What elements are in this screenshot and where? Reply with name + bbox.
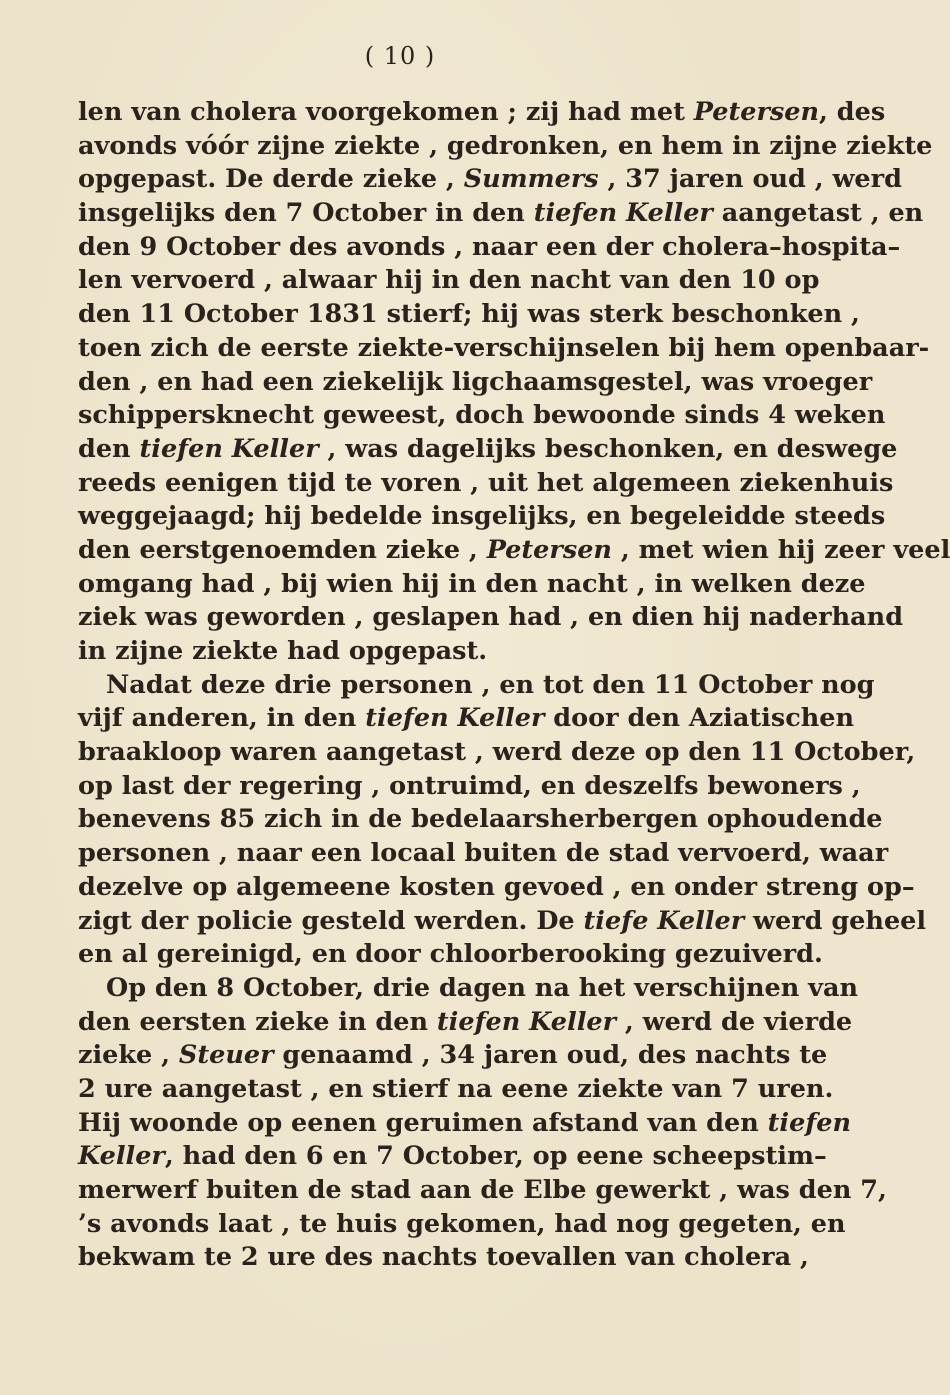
text-line: den , en had een ziekelijk ligchaamsgestel, was vroeger (78, 366, 873, 397)
text-line: benevens 85 zich in de bedelaarsherbergen ophoudende (78, 804, 883, 835)
text-line: avonds vóór zijne ziekte , gedronken, en hem in zijne ziekte (78, 130, 933, 161)
text-line: Op den 8 October, drie dagen na het verschijnen van (106, 972, 859, 1003)
text-line: merwerf buiten de stad aan de Elbe gewerkt , was den 7, (78, 1175, 887, 1205)
text-line: Keller, had den 6 en 7 October, op eene scheepstim– (78, 1141, 827, 1172)
text-line: opgepast. De derde zieke , Summers , 37 jaren oud , werd (78, 164, 902, 195)
text-line: weggejaagd; hij bedelde insgelijks, en begeleidde steeds (78, 501, 886, 532)
text-line: den 9 October des avonds , naar een der cholera–hospita– (78, 231, 901, 262)
text-line: personen , naar een locaal buiten de stad vervoerd, waar (78, 838, 889, 869)
text-line: len vervoerd , alwaar hij in den nacht van den 10 op (78, 265, 820, 296)
body-text (78, 96, 950, 1275)
text-line: den eerstgenoemden zieke , Petersen , met wien hij zeer veel (78, 534, 950, 565)
text-line: bekwam te 2 ure des nachts toevallen van cholera , (78, 1242, 809, 1273)
text-line: toen zich de eerste ziekte-verschijnselen bij hem openbaar- (78, 332, 930, 363)
text-line: den tiefen Keller , was dagelijks beschonken, en deswege (78, 433, 898, 464)
text-line: vijf anderen, in den tiefen Keller door den Aziatischen (78, 703, 855, 734)
page-number: ( 10 ) (364, 42, 436, 70)
text-line: omgang had , bij wien hij in den nacht , in welken deze (78, 568, 866, 599)
text-line: dezelve op algemeene kosten gevoed , en onder streng op– (78, 871, 915, 902)
text-line: 2 ure aangetast , en stierf na eene ziekte van 7 uren. (78, 1073, 834, 1104)
text-line: ’s avonds laat , te huis gekomen, had nog gegeten, en (78, 1208, 846, 1239)
text-line: len van cholera voorgekomen ; zij had met Petersen, des (78, 97, 886, 127)
text-line: den 11 October 1831 stierf; hij was sterk beschonken , (78, 299, 860, 330)
text-line: zieke , Steuer genaamd , 34 jaren oud, des nachts te (78, 1040, 828, 1071)
text-line: in zijne ziekte had opgepast. (78, 636, 488, 666)
text-line: insgelijks den 7 October in den tiefen Keller aangetast , en (78, 198, 924, 229)
text-line: Nadat deze drie personen , en tot den 11 October nog (106, 669, 875, 700)
text-line: braakloop waren aangetast , werd deze op den 11 October, (78, 737, 916, 768)
text-line: op last der regering , ontruimd, en deszelfs bewoners , (78, 770, 861, 801)
text-line: schippersknecht geweest, doch bewoonde sinds 4 weken (78, 400, 886, 431)
text-line: ziek was geworden , geslapen had , en dien hij naderhand (78, 602, 904, 633)
text-line: den eersten zieke in den tiefen Keller , werd de vierde (78, 1006, 853, 1037)
text-line: reeds eenigen tijd te voren , uit het algemeen ziekenhuis (78, 467, 894, 498)
text-line: zigt der policie gesteld werden. De tiefe Keller werd geheel (78, 905, 927, 936)
text-line: Hij woonde op eenen geruimen afstand van den tiefen (78, 1107, 852, 1138)
text-line: en al gereinigd, en door chloorberooking gezuiverd. (78, 939, 823, 970)
